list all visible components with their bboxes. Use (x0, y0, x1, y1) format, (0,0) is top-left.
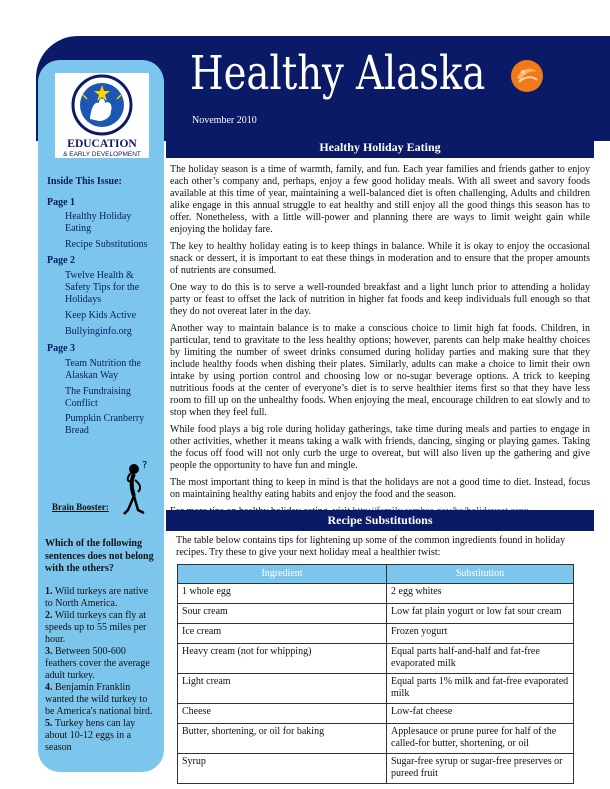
table-cell: Cheese (178, 704, 387, 724)
list-item: 3. Between 500-600 feathers cover the average adult turkey. (45, 646, 150, 681)
list-item: 5. Turkey hens can lay about 10-12 eggs in a season (45, 718, 136, 753)
newsletter-title: Healthy Alaska (190, 46, 486, 101)
list-item: 1. Wild turkeys are native to North America. (45, 586, 149, 609)
table-cell: Sugar-free syrup or sugar-free preserves or pureed fruit (387, 754, 574, 784)
toc-item[interactable]: Team Nutrition the Alaskan Way (65, 358, 141, 381)
article-body (170, 164, 590, 523)
table-header-row (178, 565, 574, 584)
toc-page-label: Page 2 (47, 255, 76, 266)
table-cell: Low fat plain yogurt or low fat sour cream (387, 604, 574, 624)
table-cell: Equal parts half-and-half and fat-free evaporated milk (387, 644, 574, 674)
svg-text:& EARLY DEVELOPMENT: & EARLY DEVELOPMENT (63, 151, 141, 158)
column-header: Ingredient (178, 565, 387, 584)
toc-item[interactable]: Recipe Substitutions (65, 239, 148, 250)
table-cell: 1 whole egg (178, 584, 387, 604)
toc-item[interactable]: Healthy Holiday Eating (65, 211, 132, 234)
table-cell: Low-fat cheese (387, 704, 574, 724)
table-cell: Syrup (178, 754, 387, 784)
table-cell: Applesauce or prune puree for half of the called-for butter, shortening, or oil (387, 724, 574, 754)
inside-issue-title: Inside This Issue: (47, 176, 122, 187)
toc-item[interactable]: The Fundraising Conflict (65, 386, 131, 409)
toc-item[interactable]: Pumpkin Cranberry Bread (65, 413, 145, 436)
section-heading: Healthy Holiday Eating (166, 137, 594, 158)
table-cell: Light cream (178, 674, 387, 704)
toc-item[interactable]: Twelve Health & Safety Tips for the Holidays (65, 270, 140, 305)
table-row (178, 674, 574, 704)
table-cell: Equal parts 1% milk and fat-free evaporated milk (387, 674, 574, 704)
recipe-table (177, 564, 574, 784)
paragraph: Another way to maintain balance is to make a conscious choice to limit high fat foods. Children, in particular, tend to gravitate to the less healthy options; however, parents can help make healthy choices by limiting the number of sweet drinks consumed during holiday parties and making sure that they include healthy foods when dishing their plates. Similarly, adults can make a choice to limit their own intake by using portion control and choosing low or no-sugar beverage options. A trick to keeping nutritious foods at the center of everyone’s diet is to serve healthier items first so that they have less room to fill up on the unhealthy foods. When enjoying the meal, encourage children to eat slowly and to stop when they feel full. (170, 323, 590, 418)
table-cell: Ice cream (178, 624, 387, 644)
table-cell: Frozen yogurt (387, 624, 574, 644)
section-heading: Recipe Substitutions (166, 510, 594, 531)
table-row (178, 644, 574, 674)
table-cell: Heavy cream (not for whipping) (178, 644, 387, 674)
column-header: Substitution (387, 565, 574, 584)
education-seal-icon (55, 73, 149, 158)
svg-text:?: ? (142, 460, 148, 471)
orange-ribbon-logo-icon (509, 58, 545, 94)
brain-booster-question: Which of the following sentences does not belong with the others? (45, 538, 154, 574)
table-row (178, 604, 574, 624)
table-row (178, 704, 574, 724)
paragraph: The holiday season is a time of warmth, family, and fun. Each year families and friends gather to enjoy each other’s company and, perhaps, enjoy a few good holiday meals. With all sweet and savory foods available at this time of year, maintaining a well-balanced diet is often challenging, Adults and children alike engage in this annual struggle to eat healthy and still enjoy all the good things this season has to offer. Nonetheless, with a little will-power and planning there are ways to limit weight gain while enjoying the holiday fare. (170, 164, 590, 235)
brain-booster-list (45, 586, 155, 754)
table-cell: 2 egg whites (387, 584, 574, 604)
paragraph: One way to do this is to serve a well-rounded breakfast and a light lunch prior to attending a holiday party or feast to offset the lack of nutrition in higher fat foods and keep individuals full enough so that they do not overeat later in the day. (170, 282, 590, 317)
table-row (178, 724, 574, 754)
paragraph: The most important thing to keep in mind is that the holidays are not a good time to diet. Instead, focus on maintaining healthy eating habits and enjoy the food and the season. (170, 477, 590, 500)
svg-text:EDUCATION: EDUCATION (67, 138, 137, 150)
toc-item[interactable]: Keep Kids Active (65, 310, 137, 321)
list-item: 4. Benjamin Franklin wanted the wild turkey to be America's national bird. (45, 682, 153, 717)
table-cell: Sour cream (178, 604, 387, 624)
table-row (178, 754, 574, 784)
toc-item[interactable]: Bullyinginfo.org (65, 326, 132, 337)
table-row (178, 624, 574, 644)
list-item: 2. Wild turkeys can fly at speeds up to 55 miles per hour. (45, 610, 147, 645)
table-cell: Butter, shortening, or oil for baking (178, 724, 387, 754)
recipe-intro: The table below contains tips for lightening up some of the common ingredients found in holiday recipes. Try these to give your next holiday meal a healthier twist: (176, 535, 566, 558)
issue-date: November 2010 (192, 115, 257, 126)
brain-booster-title: Brain Booster: (52, 502, 109, 512)
table-row (178, 584, 574, 604)
toc-page-label: Page 3 (47, 343, 76, 354)
thinking-figure-icon (114, 458, 154, 520)
paragraph: The key to healthy holiday eating is to keep things in balance. While it is okay to enjoy the occasional snack or dessert, it is important to eat these things in moderation and to ensure that the proper amounts of nutrients are consumed. (170, 241, 590, 276)
toc-page-label: Page 1 (47, 197, 76, 208)
paragraph: While food plays a big role during holiday gatherings, take time during meals and parties to engage in other activities, whether it means taking a walk with friends, dancing, singing or playing games. Taking the focus off food will not only curb the urge to overeat, but will also liven up the gathering and give people the opportunity to have fun and mingle. (170, 424, 590, 471)
